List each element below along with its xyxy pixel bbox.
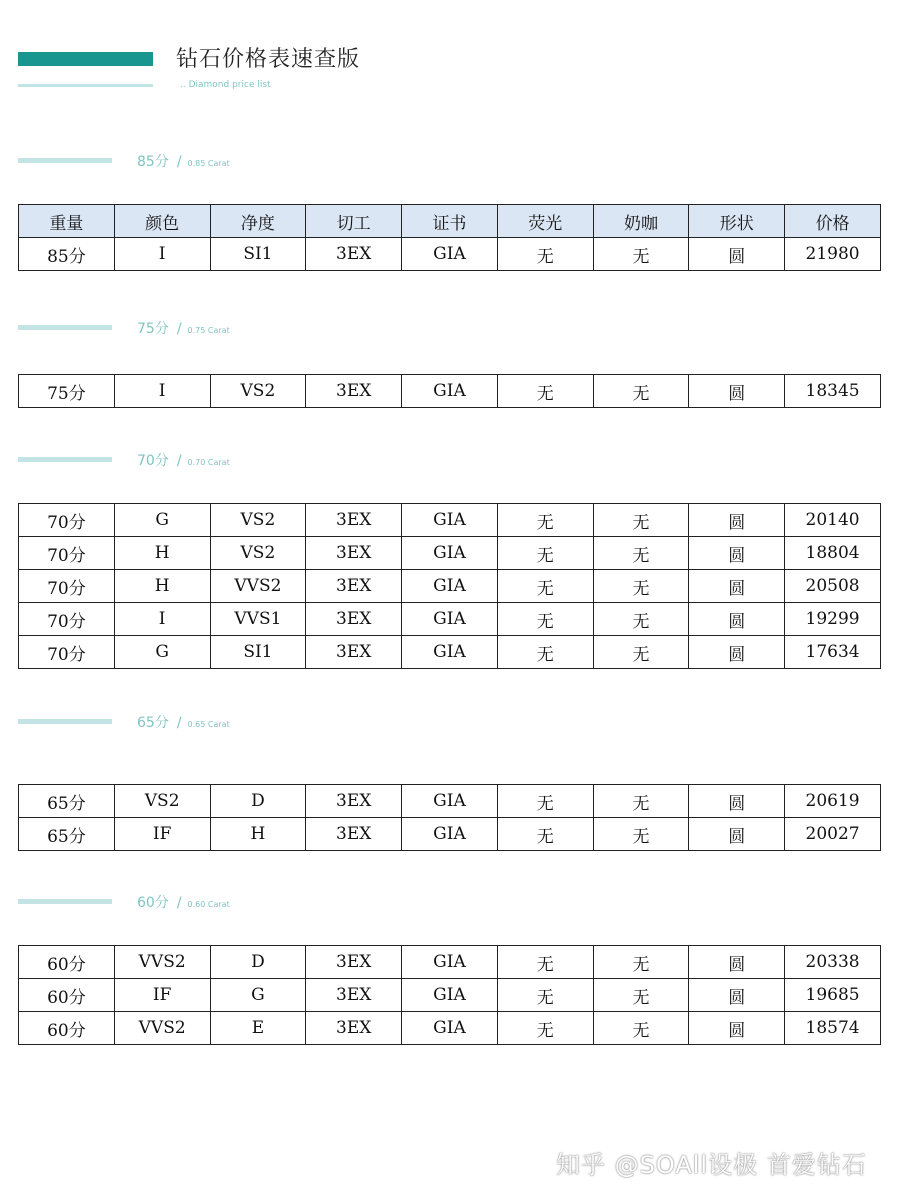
cell: GIA bbox=[402, 979, 498, 1012]
col-header-cut: 切工 bbox=[306, 205, 402, 238]
table-row bbox=[19, 785, 881, 818]
cell: 无 bbox=[593, 375, 689, 408]
cell: 3EX bbox=[306, 570, 402, 603]
cell: 圆 bbox=[689, 636, 785, 669]
cell: 3EX bbox=[306, 636, 402, 669]
price-table-75 bbox=[18, 374, 881, 408]
section-weight: 70分 bbox=[137, 453, 169, 469]
cell: 3EX bbox=[306, 238, 402, 271]
cell: I bbox=[114, 238, 210, 271]
col-header-milky: 奶咖 bbox=[593, 205, 689, 238]
cell: 圆 bbox=[689, 570, 785, 603]
col-header-cert: 证书 bbox=[402, 205, 498, 238]
section-weight: 75分 bbox=[137, 321, 169, 337]
cell: 无 bbox=[593, 818, 689, 851]
cell: 无 bbox=[593, 504, 689, 537]
cell: VVS2 bbox=[114, 1012, 210, 1045]
section-label bbox=[137, 450, 230, 470]
price-table-70 bbox=[18, 503, 881, 669]
cell: 无 bbox=[593, 603, 689, 636]
section-label bbox=[137, 712, 230, 732]
cell: 圆 bbox=[689, 537, 785, 570]
section-label bbox=[137, 151, 230, 171]
cell: GIA bbox=[402, 603, 498, 636]
cell: 3EX bbox=[306, 818, 402, 851]
section-weight: 60分 bbox=[137, 895, 169, 911]
cell: VS2 bbox=[210, 375, 306, 408]
cell: 无 bbox=[593, 636, 689, 669]
cell: 20140 bbox=[785, 504, 881, 537]
cell: D bbox=[210, 946, 306, 979]
cell: 无 bbox=[497, 603, 593, 636]
cell: 18804 bbox=[785, 537, 881, 570]
section-carat: 0.85 Carat bbox=[187, 159, 230, 168]
cell: 无 bbox=[497, 1012, 593, 1045]
col-header-shape: 形状 bbox=[689, 205, 785, 238]
cell: 75分 bbox=[19, 375, 115, 408]
header-accent-bar bbox=[18, 52, 153, 66]
cell: 19685 bbox=[785, 979, 881, 1012]
cell: 20508 bbox=[785, 570, 881, 603]
cell: G bbox=[210, 979, 306, 1012]
section-carat: 0.70 Carat bbox=[187, 458, 230, 467]
cell: 85分 bbox=[19, 238, 115, 271]
cell: 圆 bbox=[689, 504, 785, 537]
cell: G bbox=[114, 504, 210, 537]
cell: 18574 bbox=[785, 1012, 881, 1045]
cell: GIA bbox=[402, 504, 498, 537]
cell: IF bbox=[114, 979, 210, 1012]
cell: 18345 bbox=[785, 375, 881, 408]
table-row bbox=[19, 570, 881, 603]
cell: 圆 bbox=[689, 603, 785, 636]
cell: 70分 bbox=[19, 537, 115, 570]
section-label bbox=[137, 892, 230, 912]
cell: 3EX bbox=[306, 603, 402, 636]
cell: 3EX bbox=[306, 946, 402, 979]
cell: GIA bbox=[402, 946, 498, 979]
section-slash: / bbox=[176, 715, 182, 731]
cell: 65分 bbox=[19, 818, 115, 851]
table-row bbox=[19, 238, 881, 271]
page-title: 钻石价格表速查版 bbox=[176, 47, 361, 72]
col-header-weight: 重量 bbox=[19, 205, 115, 238]
cell: 65分 bbox=[19, 785, 115, 818]
cell: 无 bbox=[497, 979, 593, 1012]
section-bar bbox=[18, 457, 112, 462]
cell: VVS1 bbox=[210, 603, 306, 636]
cell: 无 bbox=[497, 946, 593, 979]
cell: SI1 bbox=[210, 636, 306, 669]
cell: 60分 bbox=[19, 979, 115, 1012]
section-label bbox=[137, 318, 230, 338]
cell: I bbox=[114, 603, 210, 636]
table-row bbox=[19, 537, 881, 570]
cell: H bbox=[210, 818, 306, 851]
cell: VS2 bbox=[210, 537, 306, 570]
cell: GIA bbox=[402, 375, 498, 408]
section-weight: 85分 bbox=[137, 154, 169, 170]
cell: 无 bbox=[497, 785, 593, 818]
cell: 圆 bbox=[689, 818, 785, 851]
cell: GIA bbox=[402, 785, 498, 818]
cell: 无 bbox=[593, 785, 689, 818]
page-subtitle: .. Diamond price list bbox=[180, 80, 271, 90]
price-table-65 bbox=[18, 784, 881, 851]
cell: I bbox=[114, 375, 210, 408]
table-row bbox=[19, 946, 881, 979]
cell: 70分 bbox=[19, 570, 115, 603]
cell: 21980 bbox=[785, 238, 881, 271]
cell: 20027 bbox=[785, 818, 881, 851]
cell: VS2 bbox=[114, 785, 210, 818]
table-row bbox=[19, 818, 881, 851]
cell: 17634 bbox=[785, 636, 881, 669]
table-header-row bbox=[19, 205, 881, 238]
table-row bbox=[19, 504, 881, 537]
cell: H bbox=[114, 537, 210, 570]
watermark: 知乎 @SOAll设极 首爱钻石 bbox=[556, 1151, 867, 1179]
table-row bbox=[19, 979, 881, 1012]
section-slash: / bbox=[176, 895, 182, 911]
section-bar bbox=[18, 719, 112, 724]
cell: 圆 bbox=[689, 1012, 785, 1045]
cell: 60分 bbox=[19, 1012, 115, 1045]
cell: 70分 bbox=[19, 504, 115, 537]
section-slash: / bbox=[176, 321, 182, 337]
cell: GIA bbox=[402, 818, 498, 851]
section-carat: 0.60 Carat bbox=[187, 900, 230, 909]
cell: 70分 bbox=[19, 603, 115, 636]
section-bar bbox=[18, 158, 112, 163]
cell: IF bbox=[114, 818, 210, 851]
cell: 3EX bbox=[306, 504, 402, 537]
section-carat: 0.75 Carat bbox=[187, 326, 230, 335]
price-table-60 bbox=[18, 945, 881, 1045]
cell: 无 bbox=[497, 238, 593, 271]
cell: VVS2 bbox=[210, 570, 306, 603]
col-header-fluorescence: 荧光 bbox=[497, 205, 593, 238]
table-row bbox=[19, 636, 881, 669]
cell: D bbox=[210, 785, 306, 818]
cell: 无 bbox=[497, 636, 593, 669]
section-bar bbox=[18, 325, 112, 330]
cell: 20619 bbox=[785, 785, 881, 818]
cell: 19299 bbox=[785, 603, 881, 636]
cell: 圆 bbox=[689, 375, 785, 408]
cell: VS2 bbox=[210, 504, 306, 537]
col-header-clarity: 净度 bbox=[210, 205, 306, 238]
section-carat: 0.65 Carat bbox=[187, 720, 230, 729]
cell: 60分 bbox=[19, 946, 115, 979]
table-row bbox=[19, 1012, 881, 1045]
cell: 无 bbox=[593, 238, 689, 271]
section-weight: 65分 bbox=[137, 715, 169, 731]
cell: 无 bbox=[593, 979, 689, 1012]
header-underline bbox=[18, 84, 153, 87]
cell: 圆 bbox=[689, 979, 785, 1012]
cell: 无 bbox=[497, 504, 593, 537]
cell: E bbox=[210, 1012, 306, 1045]
cell: 无 bbox=[497, 375, 593, 408]
cell: 圆 bbox=[689, 238, 785, 271]
cell: GIA bbox=[402, 238, 498, 271]
cell: 70分 bbox=[19, 636, 115, 669]
table-row bbox=[19, 375, 881, 408]
cell: H bbox=[114, 570, 210, 603]
section-bar bbox=[18, 899, 112, 904]
cell: 20338 bbox=[785, 946, 881, 979]
cell: GIA bbox=[402, 537, 498, 570]
table-row bbox=[19, 603, 881, 636]
cell: 圆 bbox=[689, 785, 785, 818]
section-slash: / bbox=[176, 453, 182, 469]
cell: 3EX bbox=[306, 537, 402, 570]
cell: 圆 bbox=[689, 946, 785, 979]
cell: SI1 bbox=[210, 238, 306, 271]
cell: GIA bbox=[402, 570, 498, 603]
cell: 3EX bbox=[306, 375, 402, 408]
col-header-price: 价格 bbox=[785, 205, 881, 238]
cell: G bbox=[114, 636, 210, 669]
price-table-85 bbox=[18, 204, 881, 271]
cell: 3EX bbox=[306, 785, 402, 818]
section-slash: / bbox=[176, 154, 182, 170]
cell: 无 bbox=[497, 818, 593, 851]
cell: GIA bbox=[402, 636, 498, 669]
cell: 无 bbox=[593, 1012, 689, 1045]
col-header-color: 颜色 bbox=[114, 205, 210, 238]
cell: 无 bbox=[593, 537, 689, 570]
cell: VVS2 bbox=[114, 946, 210, 979]
cell: 3EX bbox=[306, 979, 402, 1012]
cell: GIA bbox=[402, 1012, 498, 1045]
cell: 无 bbox=[593, 946, 689, 979]
cell: 无 bbox=[497, 537, 593, 570]
cell: 无 bbox=[497, 570, 593, 603]
cell: 3EX bbox=[306, 1012, 402, 1045]
cell: 无 bbox=[593, 570, 689, 603]
